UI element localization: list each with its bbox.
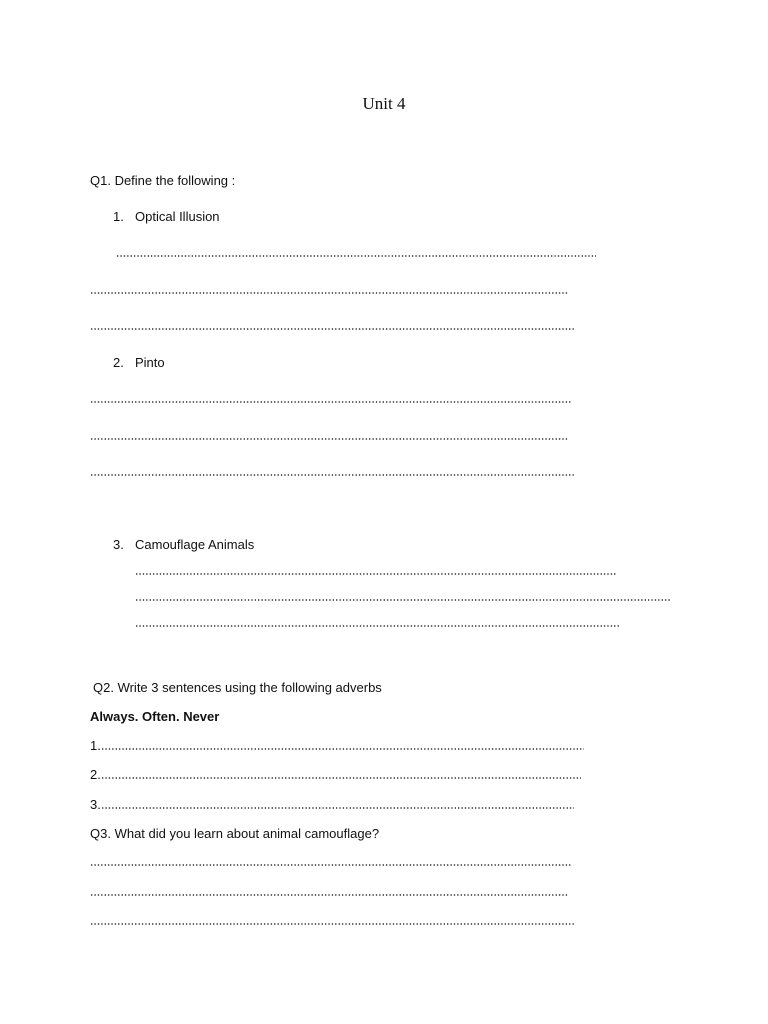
q1-heading: Q1. Define the following : xyxy=(90,173,236,188)
q3-heading: Q3. What did you learn about animal camouflage? xyxy=(90,826,380,841)
answer-line xyxy=(90,292,568,294)
q1-item-1-number: 1. xyxy=(113,209,124,224)
q1-item-3-label: Camouflage Animals xyxy=(135,537,255,552)
q1-item-3-number: 3. xyxy=(113,537,124,552)
page-title: Unit 4 xyxy=(362,94,406,113)
answer-line xyxy=(90,401,571,403)
answer-line xyxy=(90,328,574,330)
answer-line xyxy=(135,625,619,627)
answer-line xyxy=(90,894,568,896)
answer-line xyxy=(101,807,574,809)
answer-line xyxy=(90,923,574,925)
answer-line xyxy=(101,777,581,779)
q1-item-2-label: Pinto xyxy=(135,355,165,370)
q2-line-3-number: 3. xyxy=(90,797,101,812)
answer-line xyxy=(116,255,596,257)
q2-adverbs: Always. Often. Never xyxy=(90,709,220,724)
q1-item-1-label: Optical Illusion xyxy=(135,209,220,224)
q2-line-1-number: 1. xyxy=(90,738,101,753)
q2-heading: Q2. Write 3 sentences using the following adverbs xyxy=(93,680,382,695)
answer-line xyxy=(90,474,574,476)
q2-line-2-number: 2. xyxy=(90,767,101,782)
answer-line xyxy=(90,438,568,440)
answer-line xyxy=(135,573,616,575)
q1-item-2-number: 2. xyxy=(113,355,124,370)
answer-line xyxy=(101,748,584,750)
answer-line xyxy=(135,599,670,601)
answer-line xyxy=(90,864,571,866)
